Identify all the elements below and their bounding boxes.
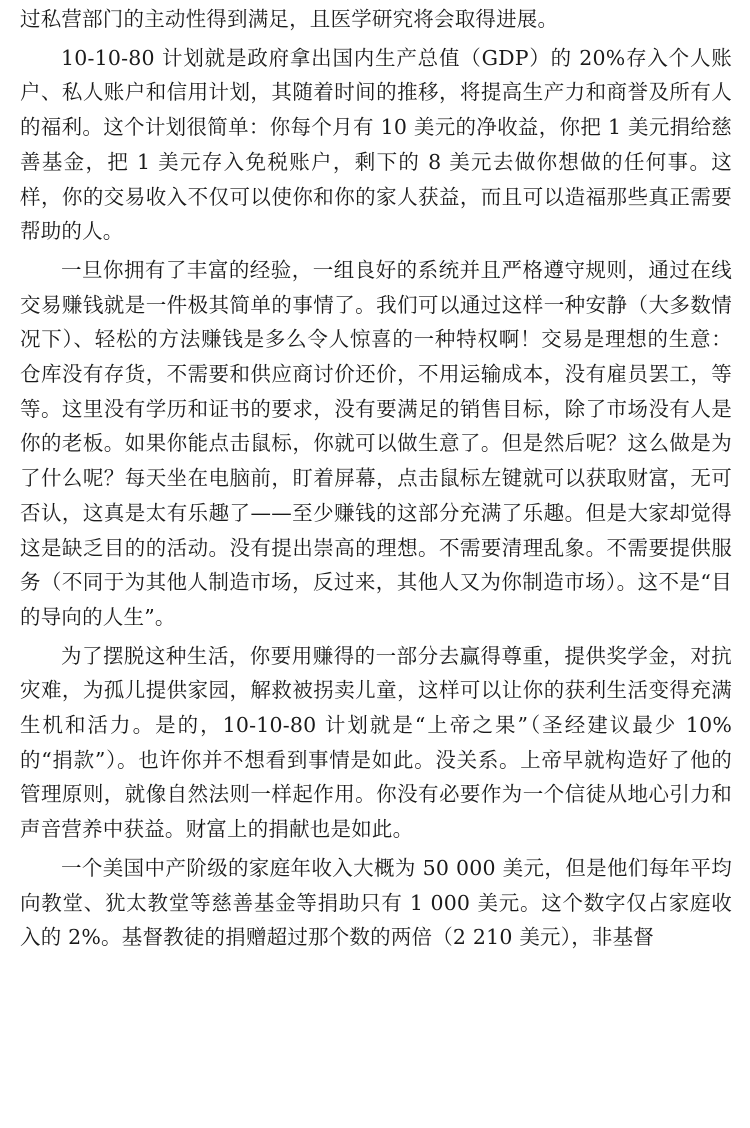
paragraph-1: 过私营部门的主动性得到满足，且医学研究将会取得进展。	[20, 7, 559, 31]
document-page	[20, 2, 732, 955]
paragraph-2: 10-10-80 计划就是政府拿出国内生产总值（GDP）的 20%存入个人账户、私人账户和信用计划，其随着时间的推移，将提高生产力和商誉及所有人的福利。这个计划很简单：你每个月有 10 美元的净收益，你把 1 美元捐给慈善基金，把 1 美元存入免税账户，剩下的 8 美元去做你想做的任何事。这样，你的交易收入不仅可以使你和你的家人获益，而且可以造福那些真正需要帮助的人。	[20, 45, 732, 244]
paragraph-5: 一个美国中产阶级的家庭年收入大概为 50 000 美元，但是他们每年平均向教堂、犹太教堂等慈善基金等捐助只有 1 000 美元。这个数字仅占家庭收入的 2%。基督教徒的捐赠超过那个数的两倍（2 210 美元），非基督	[20, 855, 732, 950]
paragraph-3: 一旦你拥有了丰富的经验，一组良好的系统并且严格遵守规则，通过在线交易赚钱就是一件极其简单的事情了。我们可以通过这样一种安静（大多数情况下）、轻松的方法赚钱是多么令人惊喜的一种特权啊！交易是理想的生意：仓库没有存货，不需要和供应商讨价还价，不用运输成本，没有雇员罢工，等等。这里没有学历和证书的要求，没有要满足的销售目标，除了市场没有人是你的老板。如果你能点击鼠标，你就可以做生意了。但是然后呢？这么做是为了什么呢？每天坐在电脑前，盯着屏幕，点击鼠标左键就可以获取财富，无可否认，这真是太有乐趣了——至少赚钱的这部分充满了乐趣。但是大家却觉得这是缺乏目的的活动。没有提出崇高的理想。不需要清理乱象。不需要提供服务（不同于为其他人制造市场，反过来，其他人又为你制造市场）。这不是“目的导向的人生”。	[20, 257, 732, 629]
paragraph-4: 为了摆脱这种生活，你要用赚得的一部分去赢得尊重，提供奖学金，对抗灾难，为孤儿提供家园，解救被拐卖儿童，这样可以让你的获利生活变得充满生机和活力。是的，10-10-80 计划就是“上帝之果”（圣经建议最少 10%的“捐款”）。也许你并不想看到事情是如此。没关系。上帝早就构造好了他的管理原则，就像自然法则一样起作用。你没有必要作为一个信徒从地心引力和声音营养中获益。财富上的捐献也是如此。	[20, 643, 732, 842]
